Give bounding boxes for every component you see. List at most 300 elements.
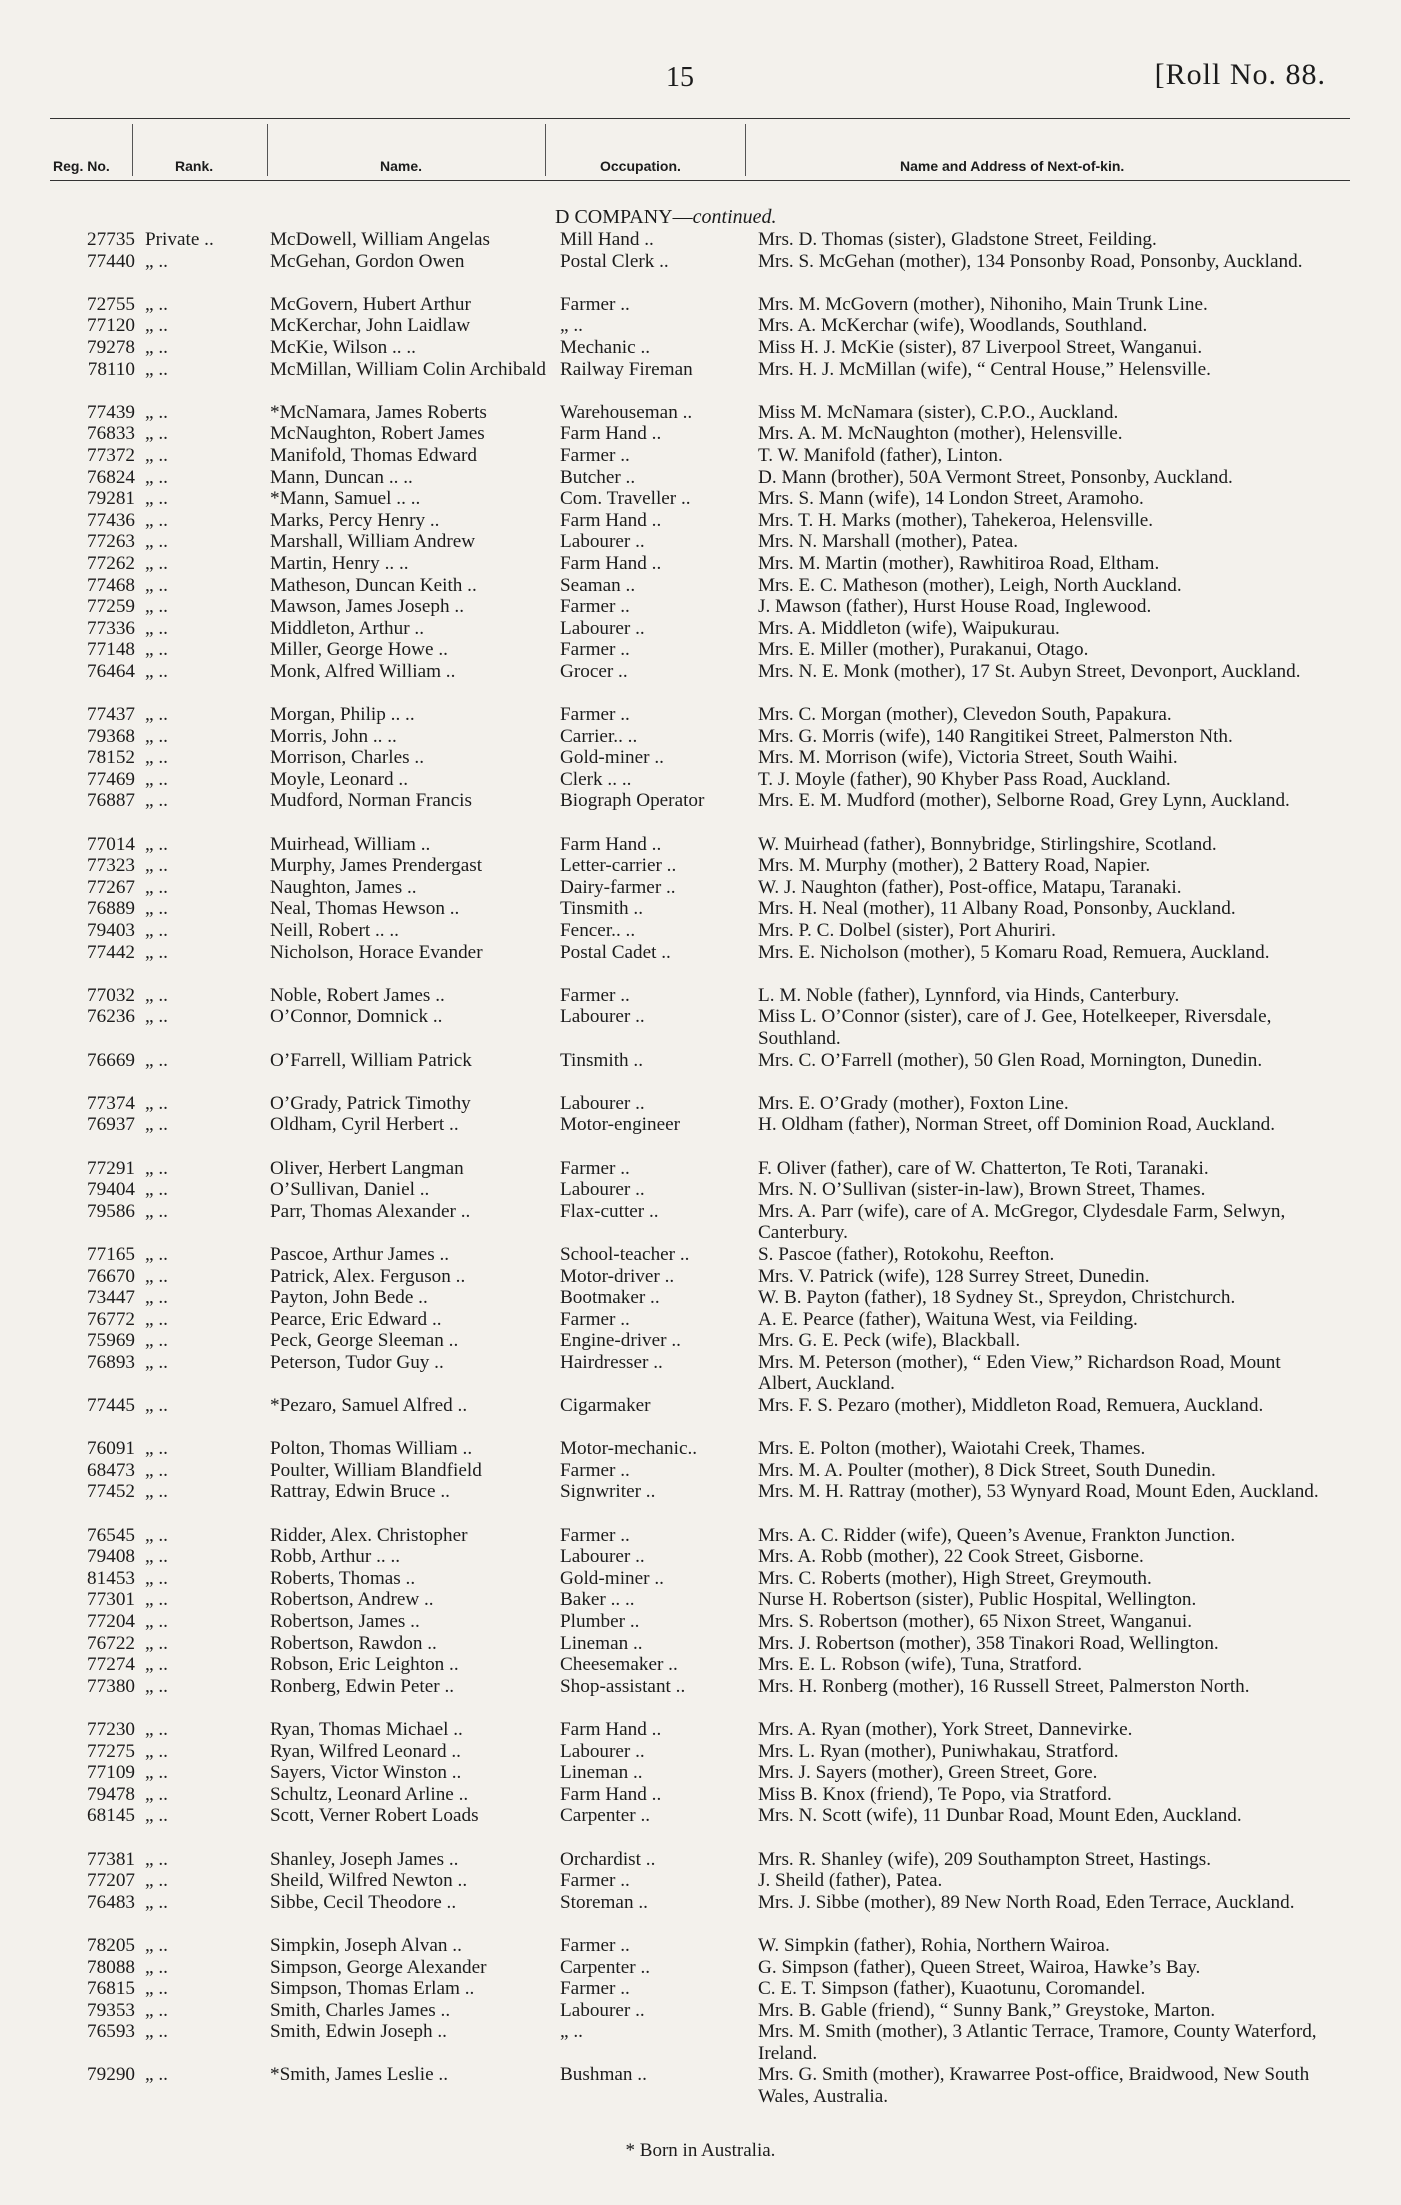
cell-rank: „ .. <box>145 898 168 920</box>
cell-next-of-kin: Mrs. T. H. Marks (mother), Tahekeroa, Helensville. <box>758 509 1154 531</box>
cell-next-of-kin: Mrs. E. O’Grady (mother), Foxton Line. <box>758 1092 1069 1114</box>
cell-name: Manifold, Thomas Edward <box>270 444 477 466</box>
table-row <box>0 575 1401 597</box>
cell-next-of-kin: Mrs. M. Morrison (wife), Victoria Street, South Waihi. <box>758 747 1178 769</box>
cell-rank: „ .. <box>145 617 168 639</box>
cell-next-of-kin: Mrs. L. Ryan (mother), Puniwhakau, Stratford. <box>758 1740 1119 1762</box>
cell-rank: „ .. <box>145 725 168 747</box>
cell-rank: „ .. <box>145 1157 168 1179</box>
table-row <box>0 1676 1401 1719</box>
table-row <box>0 1460 1401 1482</box>
cell-reg-number: 78088 <box>87 1956 135 1978</box>
cell-name: Oliver, Herbert Langman <box>270 1157 464 1179</box>
cell-next-of-kin: Mrs. A. Ryan (mother), York Street, Dannevirke. <box>758 1718 1133 1740</box>
cell-occupation: Lineman .. <box>560 1632 643 1654</box>
cell-next-of-kin: Mrs. R. Shanley (wife), 209 Southampton Street, Hastings. <box>758 1848 1211 1870</box>
cell-next-of-kin: W. J. Naughton (father), Post-office, Matapu, Taranaki. <box>758 876 1182 898</box>
cell-next-of-kin: G. Simpson (father), Queen Street, Wairoa, Hawke’s Bay. <box>758 1956 1201 1978</box>
table-row <box>0 553 1401 575</box>
column-divider <box>545 124 546 176</box>
table-row <box>0 618 1401 640</box>
cell-name: Roberts, Thomas .. <box>270 1567 416 1589</box>
cell-occupation: Farmer .. <box>560 1978 630 2000</box>
table-row <box>0 942 1401 985</box>
cell-reg-number: 77274 <box>87 1654 135 1676</box>
cell-name: Robertson, Rawdon .. <box>270 1632 437 1654</box>
cell-reg-number: 76669 <box>87 1049 135 1071</box>
cell-occupation: Com. Traveller .. <box>560 488 691 510</box>
cell-rank: Private .. <box>145 229 214 250</box>
cell-reg-number: 79586 <box>87 1200 135 1222</box>
cell-rank: „ .. <box>145 596 168 618</box>
cell-rank: „ .. <box>145 1006 168 1028</box>
cell-reg-number: 81453 <box>87 1567 135 1589</box>
cell-rank: „ .. <box>145 1243 168 1265</box>
cell-reg-number: 76091 <box>87 1438 135 1460</box>
cell-next-of-kin: Mrs. G. E. Peck (wife), Blackball. <box>758 1330 1021 1352</box>
roll-table <box>0 229 1401 2108</box>
section-title: D COMPANY—continued. <box>555 206 777 228</box>
cell-rank: „ .. <box>145 855 168 877</box>
cell-reg-number: 76464 <box>87 660 135 682</box>
cell-next-of-kin: Mrs. B. Gable (friend), “ Sunny Bank,” Greystoke, Marton. <box>758 1999 1216 2021</box>
cell-reg-number: 77291 <box>87 1157 135 1179</box>
cell-reg-number: 68473 <box>87 1459 135 1481</box>
cell-occupation: Dairy-farmer .. <box>560 876 676 898</box>
cell-name: Noble, Robert James .. <box>270 984 445 1006</box>
cell-reg-number: 77437 <box>87 704 135 726</box>
cell-occupation: Labourer .. <box>560 1740 645 1762</box>
cell-reg-number: 77439 <box>87 401 135 423</box>
cell-next-of-kin: F. Oliver (father), care of W. Chatterton, Te Roti, Taranaki. <box>758 1157 1209 1179</box>
cell-next-of-kin: Mrs. G. Smith (mother), Krawarree Post-office, Braidwood, New South Wales, Australia. <box>758 2064 1310 2108</box>
cell-reg-number: 73447 <box>87 1287 135 1309</box>
cell-rank: „ .. <box>145 293 168 315</box>
table-row <box>0 834 1401 856</box>
cell-rank: „ .. <box>145 1934 168 1956</box>
cell-occupation: Farmer .. <box>560 1524 630 1546</box>
cell-rank: „ .. <box>145 1308 168 1330</box>
cell-occupation: Butcher .. <box>560 466 636 488</box>
table-row <box>0 315 1401 337</box>
cell-next-of-kin: Mrs. M. Smith (mother), 3 Atlantic Terrace, Tramore, County Waterford, Ireland. <box>758 2021 1317 2064</box>
cell-reg-number: 78152 <box>87 747 135 769</box>
cell-next-of-kin: J. Sheild (father), Patea. <box>758 1870 943 1892</box>
table-row <box>0 1395 1401 1438</box>
cell-next-of-kin: H. Oldham (father), Norman Street, off Dominion Road, Auckland. <box>758 1114 1276 1136</box>
cell-rank: „ .. <box>145 1805 168 1827</box>
column-header-name: Name. <box>380 158 423 174</box>
cell-rank: „ .. <box>145 660 168 682</box>
cell-name: Neill, Robert .. .. <box>270 920 399 941</box>
cell-reg-number: 77442 <box>87 941 135 963</box>
cell-reg-number: 76236 <box>87 1006 135 1028</box>
cell-rank: „ .. <box>145 1481 168 1503</box>
cell-rank: „ .. <box>145 941 168 963</box>
cell-next-of-kin: Mrs. N. Marshall (mother), Patea. <box>758 531 1019 553</box>
cell-next-of-kin: Mrs. A. C. Ridder (wife), Queen’s Avenue, Frankton Junction. <box>758 1524 1236 1546</box>
cell-next-of-kin: Mrs. C. O’Farrell (mother), 50 Glen Road, Mornington, Dunedin. <box>758 1049 1263 1071</box>
cell-next-of-kin: Mrs. N. O’Sullivan (sister-in-law), Brown Street, Thames. <box>758 1179 1206 1201</box>
cell-rank: „ .. <box>145 920 168 941</box>
cell-next-of-kin: Mrs. D. Thomas (sister), Gladstone Street, Feilding. <box>758 229 1157 250</box>
cell-name: *McNamara, James Roberts <box>270 401 487 423</box>
cell-next-of-kin: Miss B. Knox (friend), Te Popo, via Stratford. <box>758 1783 1112 1805</box>
cell-reg-number: 72755 <box>87 293 135 315</box>
table-row <box>0 877 1401 899</box>
cell-name: *Mann, Samuel .. .. <box>270 488 421 510</box>
cell-name: Sibbe, Cecil Theodore .. <box>270 1891 457 1913</box>
cell-next-of-kin: Mrs. C. Morgan (mother), Clevedon South, Papakura. <box>758 704 1172 726</box>
cell-name: Pascoe, Arthur James .. <box>270 1243 450 1265</box>
cell-occupation: Farmer .. <box>560 444 630 466</box>
cell-next-of-kin: S. Pascoe (father), Rotokohu, Reefton. <box>758 1243 1055 1265</box>
table-row <box>0 1805 1401 1848</box>
cell-reg-number: 79404 <box>87 1179 135 1201</box>
cell-reg-number: 77469 <box>87 768 135 790</box>
cell-occupation: Farmer .. <box>560 293 630 315</box>
cell-name: O’Sullivan, Daniel .. <box>270 1179 430 1201</box>
cell-rank: „ .. <box>145 401 168 423</box>
cell-next-of-kin: Mrs. C. Roberts (mother), High Street, Greymouth. <box>758 1567 1152 1589</box>
cell-reg-number: 77380 <box>87 1675 135 1697</box>
cell-occupation: Labourer .. <box>560 1999 645 2021</box>
cell-next-of-kin: Mrs. N. E. Monk (mother), 17 St. Aubyn Street, Devonport, Auckland. <box>758 660 1301 682</box>
cell-reg-number: 77267 <box>87 876 135 898</box>
cell-reg-number: 77468 <box>87 574 135 596</box>
cell-reg-number: 79478 <box>87 1783 135 1805</box>
cell-occupation: Farm Hand .. <box>560 833 662 855</box>
column-header-rank: Rank. <box>175 158 214 174</box>
cell-reg-number: 76893 <box>87 1351 135 1373</box>
table-row <box>0 2021 1401 2064</box>
cell-next-of-kin: Mrs. N. Scott (wife), 11 Dunbar Road, Mount Eden, Auckland. <box>758 1805 1242 1827</box>
cell-next-of-kin: Miss L. O’Connor (sister), care of J. Gee, Hotelkeeper, Riversdale, Southland. <box>758 1006 1272 1049</box>
cell-next-of-kin: T. J. Moyle (father), 90 Khyber Pass Road, Auckland. <box>758 768 1171 790</box>
cell-next-of-kin: Mrs. P. C. Dolbel (sister), Port Ahuriri. <box>758 920 1056 941</box>
cell-occupation: Tinsmith .. <box>560 898 644 920</box>
cell-occupation: Gold-miner .. <box>560 1567 664 1589</box>
cell-name: McKie, Wilson .. .. <box>270 336 416 358</box>
cell-rank: „ .. <box>145 1438 168 1460</box>
cell-next-of-kin: W. Muirhead (father), Bonnybridge, Stirlingshire, Scotland. <box>758 833 1217 855</box>
cell-occupation: Carpenter .. <box>560 1805 651 1827</box>
cell-next-of-kin: Mrs. M. Murphy (mother), 2 Battery Road, Napier. <box>758 855 1151 877</box>
cell-rank: „ .. <box>145 1740 168 1762</box>
cell-occupation: Hairdresser .. <box>560 1351 663 1373</box>
cell-rank: „ .. <box>145 2064 168 2086</box>
cell-next-of-kin: Mrs. V. Patrick (wife), 128 Surrey Street, Dunedin. <box>758 1265 1150 1287</box>
cell-rank: „ .. <box>145 747 168 769</box>
table-row <box>0 423 1401 445</box>
cell-occupation: Flax-cutter .. <box>560 1200 659 1222</box>
cell-reg-number: 77372 <box>87 444 135 466</box>
table-row <box>0 1870 1401 1892</box>
cell-occupation: Farm Hand .. <box>560 509 662 531</box>
table-row <box>0 337 1401 359</box>
cell-rank: „ .. <box>145 423 168 445</box>
cell-name: Marks, Percy Henry .. <box>270 509 440 531</box>
cell-name: Marshall, William Andrew <box>270 531 476 553</box>
cell-next-of-kin: Mrs. M. McGovern (mother), Nihoniho, Main Trunk Line. <box>758 293 1208 315</box>
cell-reg-number: 76833 <box>87 423 135 445</box>
table-row <box>0 1849 1401 1871</box>
cell-name: McGovern, Hubert Arthur <box>270 293 471 315</box>
cell-rank: „ .. <box>145 704 168 726</box>
cell-rank: „ .. <box>145 1114 168 1136</box>
cell-next-of-kin: Mrs. E. Polton (mother), Waiotahi Creek, Thames. <box>758 1438 1146 1460</box>
cell-occupation: Labourer .. <box>560 531 645 553</box>
cell-name: McKerchar, John Laidlaw <box>270 315 471 337</box>
cell-rank: „ .. <box>145 574 168 596</box>
cell-reg-number: 77230 <box>87 1718 135 1740</box>
table-row <box>0 1093 1401 1115</box>
cell-occupation: Bushman .. <box>560 2064 647 2086</box>
cell-occupation: Cigarmaker <box>560 1395 651 1417</box>
cell-rank: „ .. <box>145 790 168 812</box>
cell-rank: „ .. <box>145 1351 168 1373</box>
cell-next-of-kin: Mrs. M. H. Rattray (mother), 53 Wynyard Road, Mount Eden, Auckland. <box>758 1481 1319 1503</box>
cell-name: Morgan, Philip .. .. <box>270 704 415 726</box>
column-header-occupation: Occupation. <box>600 158 681 174</box>
cell-reg-number: 76545 <box>87 1524 135 1546</box>
cell-name: Rattray, Edwin Bruce .. <box>270 1481 450 1503</box>
cell-reg-number: 77148 <box>87 639 135 661</box>
cell-next-of-kin: T. W. Manifold (father), Linton. <box>758 444 1003 466</box>
cell-next-of-kin: Mrs. M. Peterson (mother), “ Eden View,” Richardson Road, Mount Albert, Auckland. <box>758 1351 1281 1395</box>
table-row <box>0 1546 1401 1568</box>
cell-reg-number: 76593 <box>87 2021 135 2043</box>
cell-rank: „ .. <box>145 1524 168 1546</box>
cell-reg-number: 76824 <box>87 466 135 488</box>
cell-occupation: „ .. <box>560 2021 583 2043</box>
cell-name: Patrick, Alex. Ferguson .. <box>270 1265 466 1287</box>
table-row <box>0 1762 1401 1784</box>
cell-name: Parr, Thomas Alexander .. <box>270 1200 471 1222</box>
cell-reg-number: 79278 <box>87 336 135 358</box>
cell-name: Simpson, George Alexander <box>270 1956 487 1978</box>
cell-name: Monk, Alfred William .. <box>270 660 456 682</box>
cell-next-of-kin: Mrs. A. Parr (wife), care of A. McGregor, Clydesdale Farm, Selwyn, Canterbury. <box>758 1200 1286 1244</box>
cell-reg-number: 77381 <box>87 1848 135 1870</box>
table-row <box>0 488 1401 510</box>
cell-occupation: Biograph Operator <box>560 790 705 812</box>
table-row <box>0 1266 1401 1288</box>
column-header-reg: Reg. No. <box>53 158 110 174</box>
table-row <box>0 294 1401 316</box>
cell-name: Payton, John Bede .. <box>270 1287 428 1309</box>
cell-occupation: Farmer .. <box>560 1157 630 1179</box>
cell-name: Scott, Verner Robert Loads <box>270 1805 479 1827</box>
cell-rank: „ .. <box>145 315 168 337</box>
cell-reg-number: 77032 <box>87 984 135 1006</box>
cell-name: Simpkin, Joseph Alvan .. <box>270 1934 462 1956</box>
column-divider <box>132 124 133 176</box>
page-number: 15 <box>666 62 694 93</box>
cell-next-of-kin: Miss M. McNamara (sister), C.P.O., Auckland. <box>758 401 1119 423</box>
cell-next-of-kin: Mrs. A. M. McNaughton (mother), Helensville. <box>758 423 1123 445</box>
cell-occupation: Lineman .. <box>560 1762 643 1784</box>
cell-occupation: Postal Clerk .. <box>560 250 669 272</box>
cell-next-of-kin: A. E. Pearce (father), Waituna West, via Feilding. <box>758 1308 1138 1330</box>
cell-rank: „ .. <box>145 1395 168 1417</box>
cell-reg-number: 77262 <box>87 552 135 574</box>
table-row <box>0 1481 1401 1524</box>
cell-rank: „ .. <box>145 444 168 466</box>
cell-name: Robb, Arthur .. .. <box>270 1546 401 1568</box>
cell-name: McDowell, William Angelas <box>270 229 491 250</box>
header-rule-top <box>50 118 1350 119</box>
cell-next-of-kin: Mrs. S. McGehan (mother), 134 Ponsonby Road, Ponsonby, Auckland. <box>758 250 1303 272</box>
cell-next-of-kin: Mrs. H. J. McMillan (wife), “ Central House,” Helensville. <box>758 358 1211 380</box>
cell-name: Pearce, Eric Edward .. <box>270 1308 442 1330</box>
cell-rank: „ .. <box>145 531 168 553</box>
cell-next-of-kin: Mrs. A. Robb (mother), 22 Cook Street, Gisborne. <box>758 1546 1144 1568</box>
cell-rank: „ .. <box>145 1870 168 1892</box>
cell-occupation: Labourer .. <box>560 1006 645 1028</box>
table-row <box>0 510 1401 532</box>
cell-name: Poulter, William Blandfield <box>270 1459 482 1481</box>
table-row <box>0 1287 1401 1309</box>
cell-name: O’Grady, Patrick Timothy <box>270 1092 471 1114</box>
table-row <box>0 402 1401 424</box>
cell-name: Peck, George Sleeman .. <box>270 1330 459 1352</box>
cell-reg-number: 76772 <box>87 1308 135 1330</box>
cell-rank: „ .. <box>145 358 168 380</box>
cell-name: Robertson, James .. <box>270 1611 420 1632</box>
cell-occupation: Farm Hand .. <box>560 1718 662 1740</box>
table-row <box>0 1633 1401 1655</box>
cell-occupation: Farm Hand .. <box>560 1783 662 1805</box>
table-row <box>0 1719 1401 1741</box>
cell-name: Mawson, James Joseph .. <box>270 596 464 618</box>
cell-reg-number: 77263 <box>87 531 135 553</box>
cell-occupation: Seaman .. <box>560 574 636 596</box>
cell-name: Ryan, Wilfred Leonard .. <box>270 1740 461 1762</box>
cell-next-of-kin: Mrs. G. Morris (wife), 140 Rangitikei Street, Palmerston Nth. <box>758 725 1233 747</box>
cell-name: Oldham, Cyril Herbert .. <box>270 1114 459 1136</box>
cell-reg-number: 79353 <box>87 1999 135 2021</box>
cell-next-of-kin: Mrs. M. A. Poulter (mother), 8 Dick Street, South Dunedin. <box>758 1459 1216 1481</box>
cell-name: Simpson, Thomas Erlam .. <box>270 1978 475 2000</box>
cell-reg-number: 76937 <box>87 1114 135 1136</box>
cell-reg-number: 77275 <box>87 1740 135 1762</box>
cell-reg-number: 77204 <box>87 1611 135 1632</box>
table-row <box>0 1309 1401 1331</box>
cell-occupation: Carrier.. .. <box>560 725 638 747</box>
cell-rank: „ .. <box>145 1179 168 1201</box>
footnote: * Born in Australia. <box>625 2140 776 2161</box>
table-row <box>0 661 1401 704</box>
cell-occupation: Postal Cadet .. <box>560 941 671 963</box>
cell-reg-number: 77452 <box>87 1481 135 1503</box>
cell-next-of-kin: Nurse H. Robertson (sister), Public Hospital, Wellington. <box>758 1589 1197 1611</box>
table-row <box>0 704 1401 726</box>
cell-next-of-kin: Mrs. A. McKerchar (wife), Woodlands, Southland. <box>758 315 1148 337</box>
cell-occupation: Baker .. .. <box>560 1589 635 1611</box>
cell-next-of-kin: Mrs. J. Sibbe (mother), 89 New North Road, Eden Terrace, Auckland. <box>758 1891 1295 1913</box>
cell-name: Neal, Thomas Hewson .. <box>270 898 460 920</box>
cell-name: Martin, Henry .. .. <box>270 552 409 574</box>
cell-name: Polton, Thomas William .. <box>270 1438 473 1460</box>
table-row <box>0 1892 1401 1935</box>
table-row <box>0 1935 1401 1957</box>
cell-occupation: Shop-assistant .. <box>560 1675 686 1697</box>
cell-rank: „ .. <box>145 2021 168 2043</box>
cell-name: Naughton, James .. <box>270 876 417 898</box>
cell-reg-number: 79281 <box>87 488 135 510</box>
cell-name: Robertson, Andrew .. <box>270 1589 434 1611</box>
roll-number: [Roll No. 88. <box>1154 58 1326 91</box>
cell-rank: „ .. <box>145 768 168 790</box>
cell-occupation: Motor-mechanic.. <box>560 1438 698 1460</box>
cell-occupation: Farmer .. <box>560 984 630 1006</box>
table-row <box>0 855 1401 877</box>
cell-occupation: Letter-carrier .. <box>560 855 677 877</box>
cell-rank: „ .. <box>145 1546 168 1568</box>
table-row <box>0 445 1401 467</box>
cell-name: Miller, George Howe .. <box>270 639 448 661</box>
cell-occupation: Motor-driver .. <box>560 1265 675 1287</box>
table-row <box>0 1201 1401 1244</box>
cell-rank: „ .. <box>145 1848 168 1870</box>
cell-name: Morrison, Charles .. <box>270 747 425 769</box>
cell-next-of-kin: Mrs. E. M. Mudford (mother), Selborne Road, Grey Lynn, Auckland. <box>758 790 1290 812</box>
table-row <box>0 531 1401 553</box>
table-row <box>0 1654 1401 1676</box>
cell-next-of-kin: Mrs. M. Martin (mother), Rawhitiroa Road, Eltham. <box>758 552 1160 574</box>
cell-occupation: Bootmaker .. <box>560 1287 660 1309</box>
cell-name: Robson, Eric Leighton .. <box>270 1654 459 1676</box>
cell-name: Smith, Charles James .. <box>270 1999 451 2021</box>
cell-reg-number: 79403 <box>87 920 135 941</box>
cell-rank: „ .. <box>145 1200 168 1222</box>
cell-rank: „ .. <box>145 1783 168 1805</box>
table-row <box>0 1611 1401 1633</box>
cell-occupation: Mechanic .. <box>560 336 651 358</box>
table-row <box>0 726 1401 748</box>
table-row <box>0 1244 1401 1266</box>
cell-reg-number: 68145 <box>87 1805 135 1827</box>
cell-reg-number: 27735 <box>87 229 135 250</box>
table-row <box>0 639 1401 661</box>
cell-name: Nicholson, Horace Evander <box>270 941 483 963</box>
cell-occupation: School-teacher .. <box>560 1243 690 1265</box>
table-row <box>0 1589 1401 1611</box>
cell-rank: „ .. <box>145 1718 168 1740</box>
cell-name: Moyle, Leonard .. <box>270 768 409 790</box>
table-row <box>0 1179 1401 1201</box>
cell-reg-number: 77259 <box>87 596 135 618</box>
cell-reg-number: 76670 <box>87 1265 135 1287</box>
table-row <box>0 251 1401 294</box>
cell-occupation: Mill Hand .. <box>560 229 654 250</box>
cell-reg-number: 77440 <box>87 250 135 272</box>
cell-rank: „ .. <box>145 1654 168 1676</box>
cell-occupation: „ .. <box>560 315 583 337</box>
table-row <box>0 985 1401 1007</box>
cell-name: Mann, Duncan .. .. <box>270 466 413 488</box>
cell-occupation: Farmer .. <box>560 704 630 726</box>
cell-rank: „ .. <box>145 1049 168 1071</box>
cell-name: McMillan, William Colin Archibald <box>270 358 546 380</box>
cell-occupation: Tinsmith .. <box>560 1049 644 1071</box>
cell-rank: „ .. <box>145 1978 168 2000</box>
cell-rank: „ .. <box>145 509 168 531</box>
cell-rank: „ .. <box>145 466 168 488</box>
table-row <box>0 1158 1401 1180</box>
cell-next-of-kin: Mrs. S. Robertson (mother), 65 Nixon Street, Wanganui. <box>758 1611 1193 1632</box>
